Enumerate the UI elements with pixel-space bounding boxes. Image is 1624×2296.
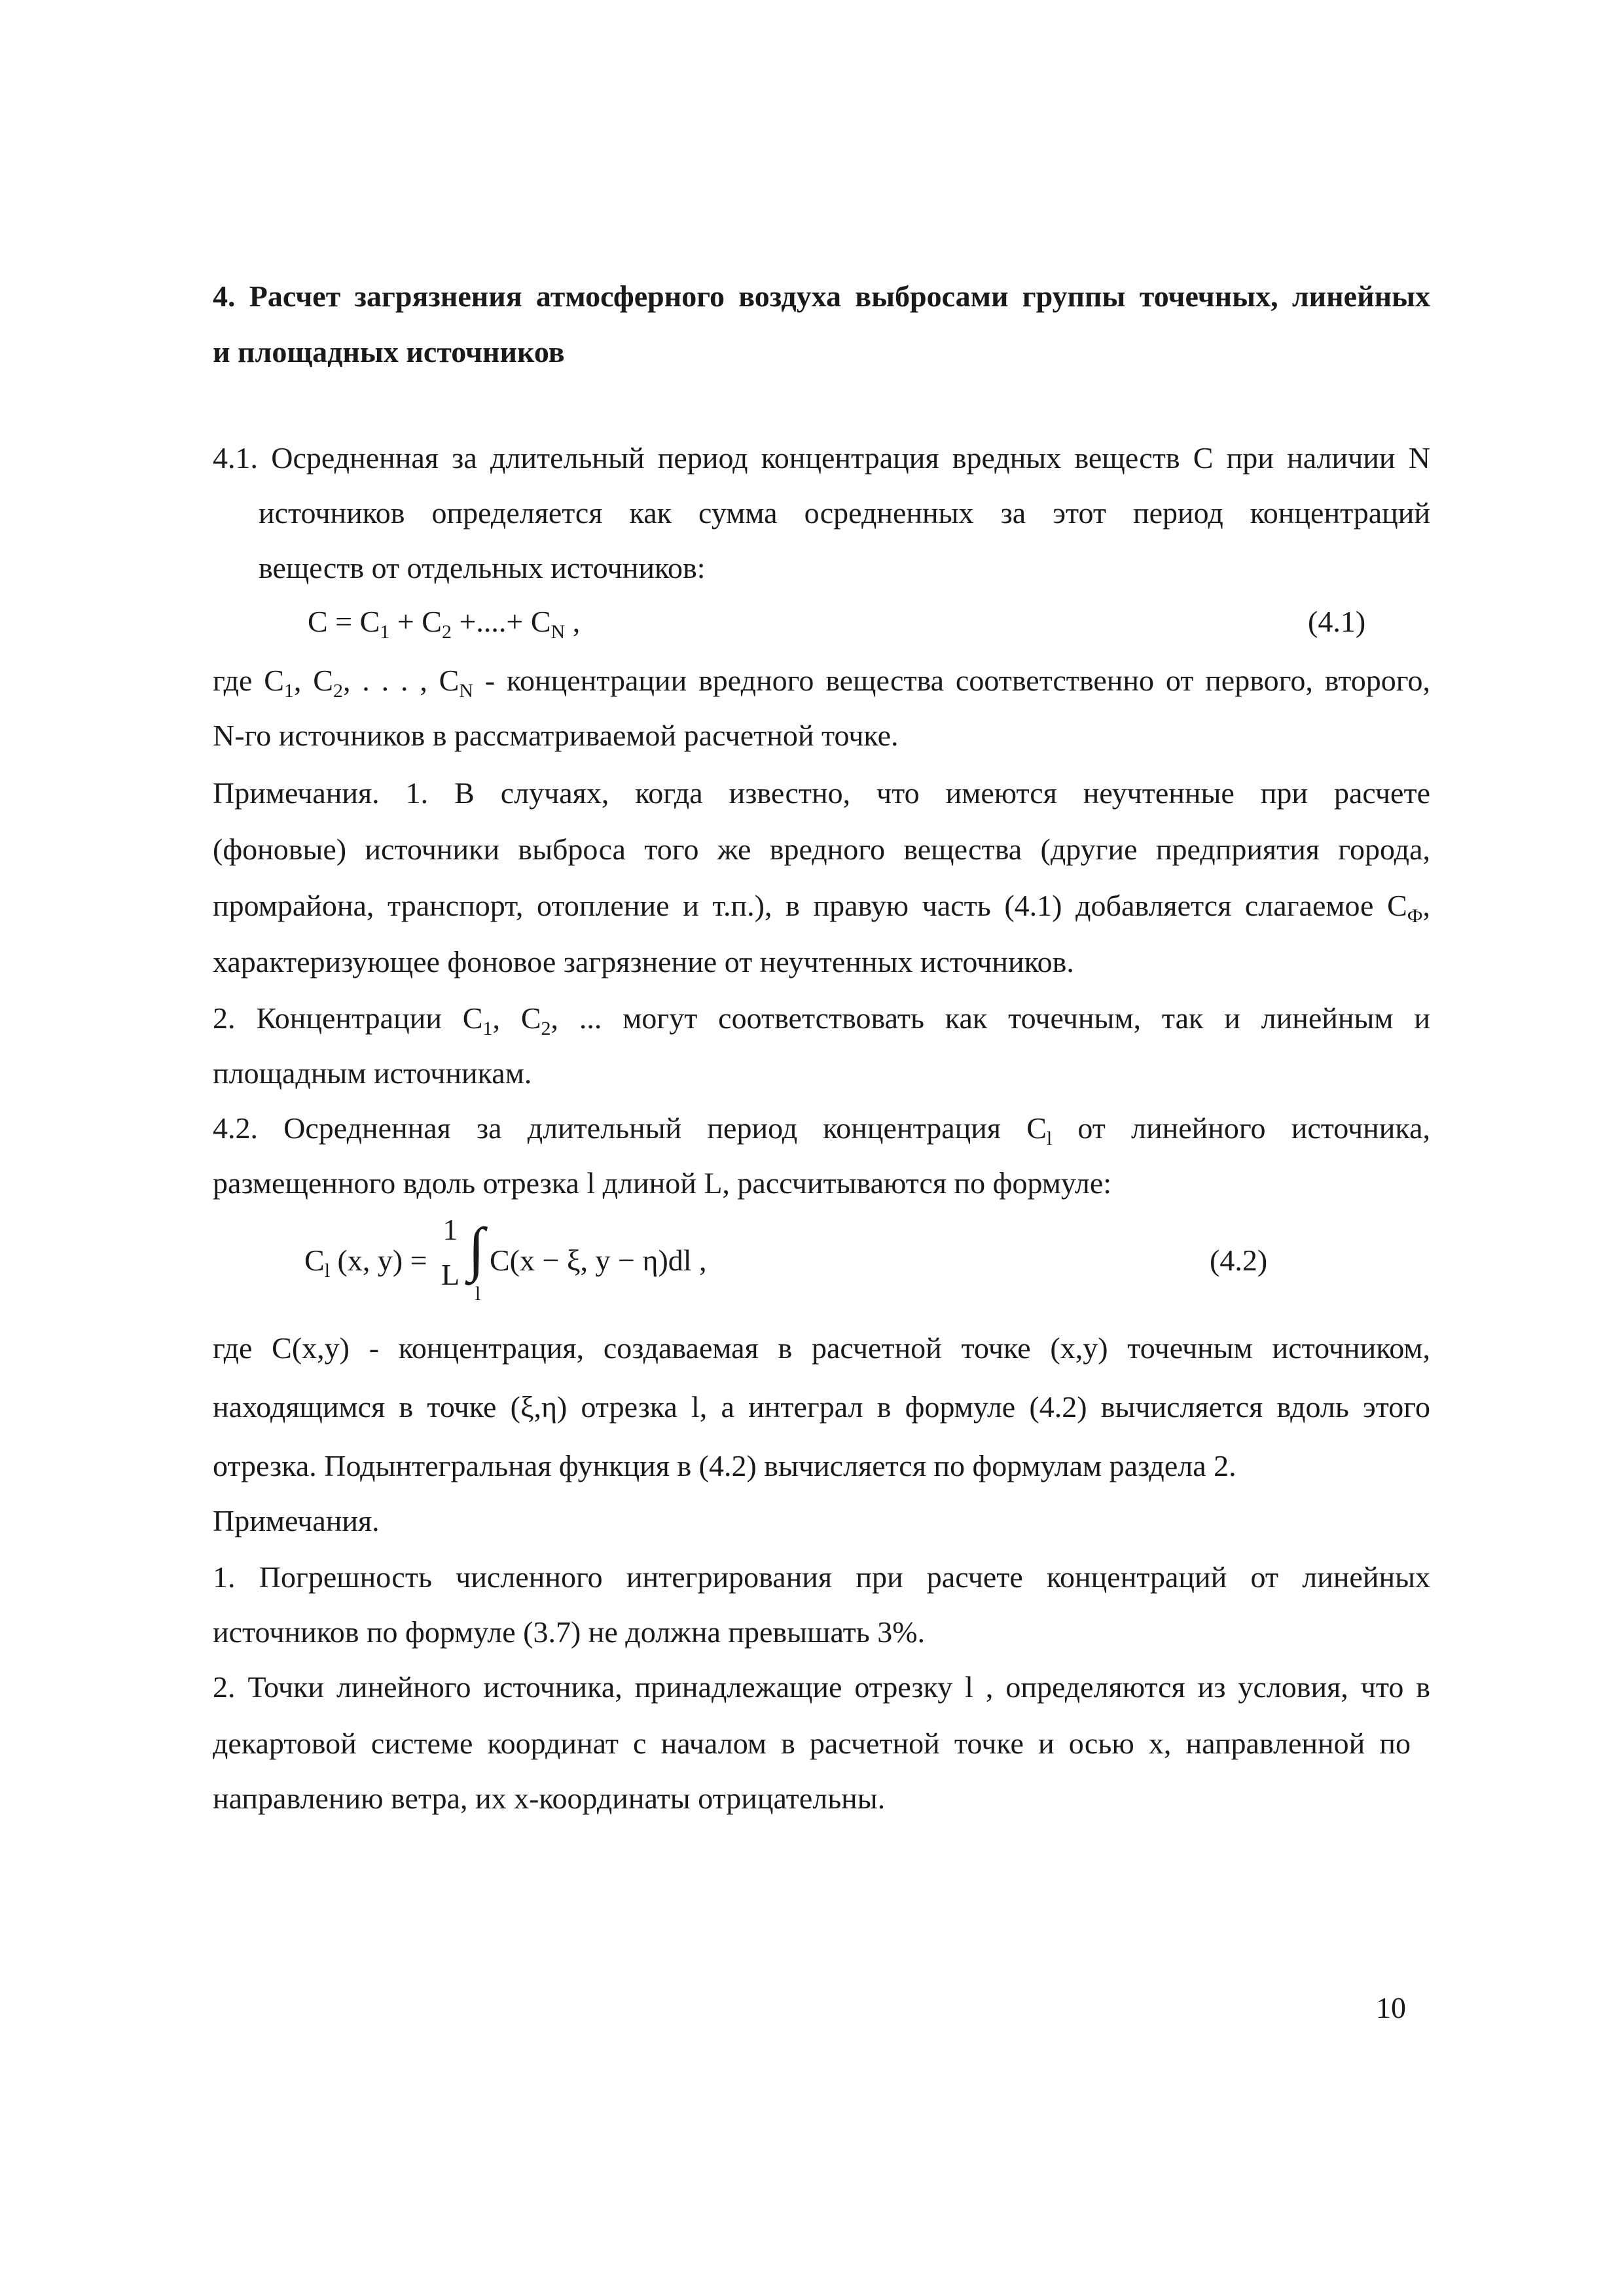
notes-2-line-2: декартовой системе координат с началом в расчетной точке и осью x, направленной по (213, 1727, 1411, 1760)
notes-title: Примечания. (213, 1504, 380, 1537)
note-1-line-2: (фоновые) источники выброса того же вредного вещества (другие предприятия города, (213, 833, 1430, 866)
paragraph-4-1-line-1: 4.1. Осредненная за длительный период концентрация вредных веществ C при наличии N (213, 441, 1430, 475)
note-2-line-2: площадным источникам. (213, 1056, 532, 1090)
equation-4-2-number: (4.2) (1210, 1244, 1268, 1277)
integral-sign: ∫ (468, 1215, 485, 1282)
note-1-line-3: промрайона, транспорт, отопление и т.п.), в правую часть (4.1) добавляется слагаемое $C_Ф$, (213, 889, 1430, 927)
equation-4-2-denominator: L (441, 1258, 460, 1291)
equation-4-1-number: (4.1) (1308, 605, 1366, 638)
paragraph-4-1-line-2: источников определяется как сумма осредненных за этот период концентраций (259, 496, 1430, 529)
where-c1-cn-line-1: где $C_1$, $C_2$, . . . , $C_N$ - концентрации вредного вещества соответственно от первого, второго, (213, 664, 1430, 702)
equation-4-2-numerator: 1 (442, 1213, 458, 1246)
section-heading-line-2: и площадных источников (213, 335, 565, 368)
equation-4-1: $C = C_1 + C_2$ +....+ $C_N$ , (308, 605, 581, 643)
equation-4-2-integrand: C(x − ξ, y − η)dl , (490, 1244, 707, 1277)
integral-lower-limit: l (475, 1283, 481, 1304)
equation-4-2-lhs: $C_l$ (x, y) = (304, 1244, 427, 1282)
note-2-line-1: 2. Концентрации $C_1$, $C_2$, ... могут соответствовать как точечным, так и линейным и (213, 1001, 1430, 1039)
where-cxy-line-3: отрезка. Подынтегральная функция в (4.2) вычисляется по формулам раздела 2. (213, 1449, 1236, 1482)
notes-2-line-3: направлению ветра, их x-координаты отрицательны. (213, 1782, 886, 1815)
note-1-line-1: Примечания. 1. В случаях, когда известно, что имеются неучтенные при расчете (213, 776, 1430, 810)
where-cxy-line-1: где C(x,y) - концентрация, создаваемая в расчетной точке (x,y) точечным источником, (213, 1331, 1430, 1365)
notes-1-line-1: 1. Погрешность численного интегрирования при расчете концентраций от линейных (213, 1560, 1430, 1594)
paragraph-4-1-line-3: веществ от отдельных источников: (259, 551, 706, 584)
paragraph-4-2-line-1: 4.2. Осредненная за длительный период концентрация $C_l$ от линейного источника, (213, 1111, 1430, 1149)
where-c1-cn-line-2: N-го источников в рассматриваемой расчетной точке. (213, 719, 899, 752)
page-number: 10 (1376, 1991, 1406, 2024)
notes-1-line-2: источников по формуле (3.7) не должна превышать 3%. (213, 1615, 926, 1649)
notes-2-line-1: 2. Точки линейного источника, принадлежащие отрезку l , определяются из условия, что в (213, 1670, 1430, 1704)
section-heading-line-1: 4. Расчет загрязнения атмосферного воздуха выбросами группы точечных, линейных (213, 279, 1430, 313)
paragraph-4-2-line-2: размещенного вдоль отрезка l длиной L, рассчитываются по формуле: (213, 1166, 1112, 1200)
note-1-line-4: характеризующее фоновое загрязнение от неучтенных источников. (213, 945, 1074, 978)
where-cxy-line-2: находящимся в точке (ξ,η) отрезка l, а интеграл в формуле (4.2) вычисляется вдоль этого (213, 1390, 1430, 1424)
